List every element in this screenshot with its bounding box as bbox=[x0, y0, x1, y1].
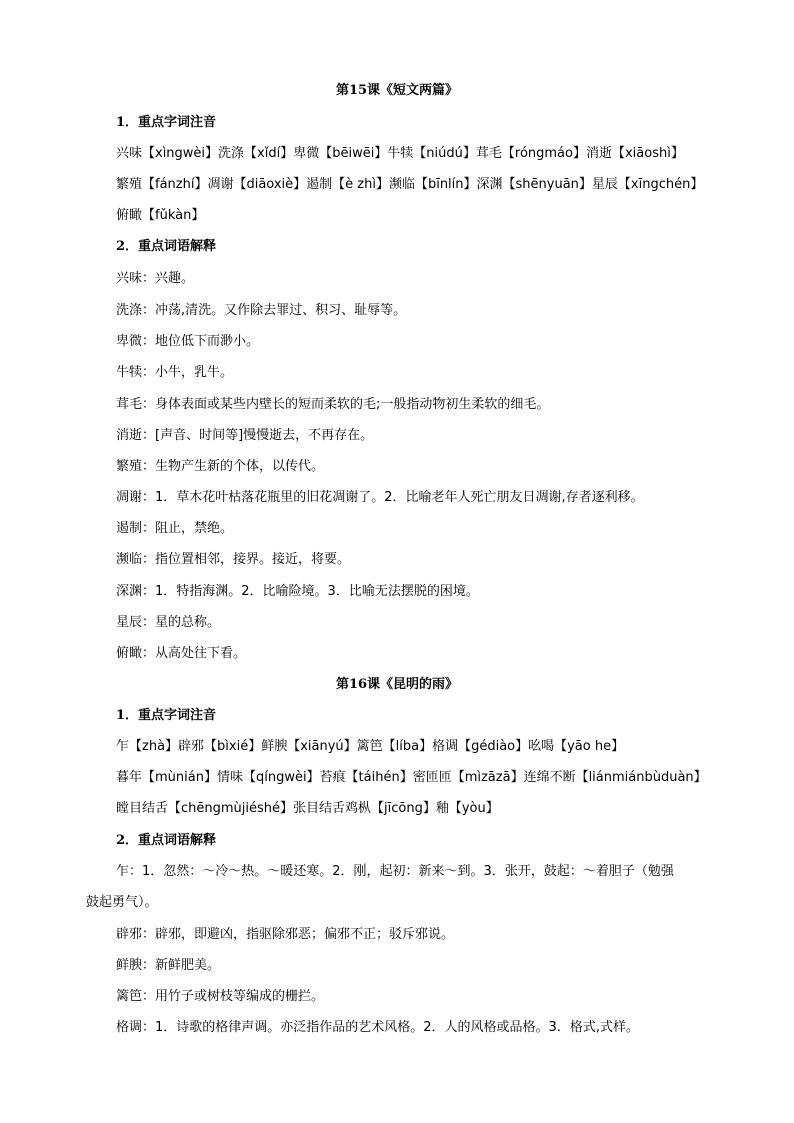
lesson15-def: 遏制：阻止，禁绝。 bbox=[116, 521, 234, 536]
lesson16-def: 篱笆：用竹子或树枝等编成的栅拦。 bbox=[116, 989, 325, 1004]
lesson15-pinyin-line-2: 繁殖【fánzhí】凋谢【diāoxiè】遏制【è zhì】濒临【bīnlín】深渊【shēnyuān】星辰【xīngchén】 bbox=[116, 177, 704, 192]
lesson16-section2-heading: 2．重点词语解释 bbox=[116, 833, 217, 848]
lesson16-section1-heading: 1．重点字词注音 bbox=[116, 708, 217, 723]
lesson15-def: 卑微：地位低下而渺小。 bbox=[116, 334, 260, 349]
lesson15-def: 茸毛：身体表面或某些内壁长的短而柔软的毛;一般指动物初生柔软的细毛。 bbox=[116, 397, 550, 412]
lesson15-def: 深渊：1．特指海渊。2．比喻险境。3．比喻无法摆脱的困境。 bbox=[116, 584, 479, 599]
lesson16-title: 第16课《昆明的雨》 bbox=[335, 677, 459, 692]
lesson15-def: 牛犊：小牛，乳牛。 bbox=[116, 365, 234, 380]
lesson15-def: 繁殖：生物产生新的个体，以传代。 bbox=[116, 459, 325, 474]
lesson15-title: 第15课《短文两篇》 bbox=[335, 83, 459, 98]
lesson15-pinyin-line-3: 俯瞰【fǔkàn】 bbox=[116, 208, 205, 223]
lesson16-def-zha-continued: 鼓起勇气）。 bbox=[86, 895, 158, 910]
lesson15-def: 消逝：[声音、时间等]慢慢逝去，不再存在。 bbox=[116, 428, 374, 443]
lesson15-pinyin-line-1: 兴味【xìngwèi】洗涤【xǐdí】卑微【bēiwēi】牛犊【niúdú】茸毛【róngmáo】消逝【xiāoshì】 bbox=[116, 146, 684, 161]
lesson15-def: 星辰：星的总称。 bbox=[116, 615, 221, 630]
lesson16-def-zha: 乍：1．忽然：～冷～热。～暖还寒。2．刚，起初：新来～到。3．张开，鼓起：～着胆子（勉强 bbox=[116, 864, 674, 879]
lesson15-def: 俯瞰：从高处往下看。 bbox=[116, 646, 247, 661]
lesson16-def: 鲜腴：新鲜肥美。 bbox=[116, 958, 221, 973]
lesson15-def: 濒临：指位置相邻，接界。接近，将要。 bbox=[116, 552, 351, 567]
lesson15-def: 凋谢：1．草木花叶枯落花瓶里的旧花凋谢了。2．比喻老年人死亡朋友日凋谢,存者逐利移。 bbox=[116, 490, 644, 505]
lesson16-def: 格调：1．诗歌的格律声调。亦泛指作品的艺术风格。2．人的风格或品格。3．格式,式样。 bbox=[116, 1020, 639, 1035]
lesson15-section2-heading: 2．重点词语解释 bbox=[116, 239, 217, 254]
lesson15-section1-heading: 1．重点字词注音 bbox=[116, 115, 217, 130]
lesson16-def: 辟邪：辟邪，即避凶，指驱除邪恶；偏邪不正；驳斥邪说。 bbox=[116, 927, 455, 942]
lesson16-pinyin-line-1: 乍【zhà】辟邪【bìxié】鲜腴【xiānyú】篱笆【líba】格调【gédiào】吆喝【yāo he】 bbox=[116, 739, 625, 754]
lesson16-pinyin-line-2: 暮年【mùnián】情味【qíngwèi】苔痕【táihén】密匝匝【mìzāzā】连绵不断【liánmiánbùduàn】 bbox=[116, 770, 707, 785]
lesson16-pinyin-line-3: 瞠目结舌【chēngmùjiéshé】张目结舌鸡枞【jīcōng】釉【yòu】 bbox=[116, 801, 499, 816]
lesson15-def: 洗涤：冲荡,清洗。又作除去罪过、积习、耻辱等。 bbox=[116, 303, 407, 318]
lesson15-def: 兴味：兴趣。 bbox=[116, 271, 195, 286]
